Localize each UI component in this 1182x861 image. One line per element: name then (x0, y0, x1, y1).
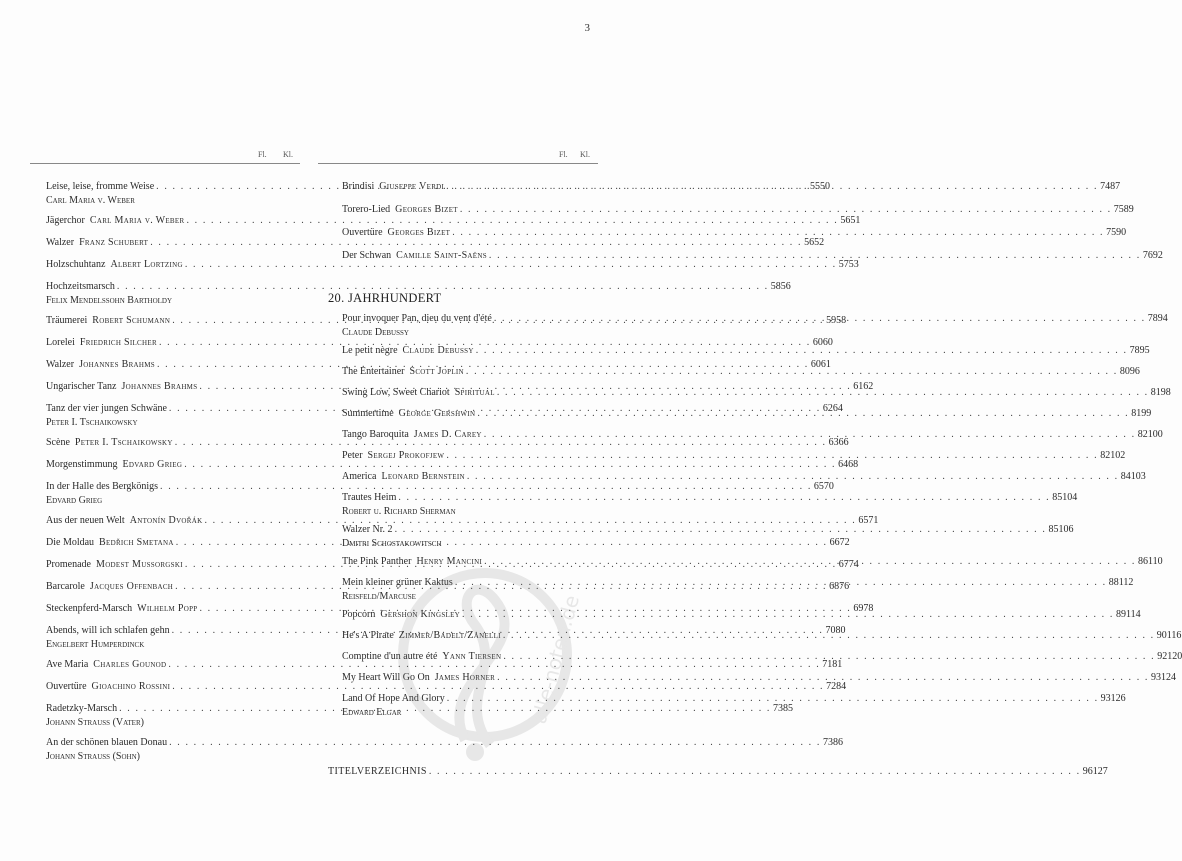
fl-page: 75 (1106, 227, 1117, 238)
leader-dots (117, 280, 769, 294)
watermark-logo (395, 530, 584, 780)
kl-page: 50 (820, 181, 831, 192)
entry-composer: Claude Debussy (402, 345, 474, 356)
fl-page: 58 (770, 281, 781, 292)
entry-composer: Camille Saint-Saëns (396, 250, 487, 261)
fl-page: 85 (1052, 492, 1063, 503)
kl-page: 99 (1141, 408, 1152, 419)
entry-composer: Reisfeld/Marcuse (342, 591, 416, 602)
entry-composer: Wilhelm Popp (137, 603, 198, 614)
kl-page: 68 (848, 459, 859, 470)
entry-title: America (342, 471, 377, 482)
entry-composer: Spiritual (454, 387, 495, 398)
entry-title: Swing Low, Sweet Chariot (342, 387, 450, 398)
entry-title: Walzer Nr. 2 (342, 524, 393, 535)
fl-header: Fl. (559, 150, 568, 159)
fl-page: 81 (1150, 387, 1161, 398)
kl-page: 100 (1147, 429, 1163, 440)
entry-title: Mein kleiner grüner Kaktus (342, 577, 453, 588)
fl-page: 55 (810, 181, 821, 192)
fl-page: 64 (838, 459, 849, 470)
fl-page: 56 (840, 215, 851, 226)
kl-page: 80 (835, 625, 846, 636)
fl-page: 74 (1100, 181, 1111, 192)
entry-composer: Carl Maria v. Weber (89, 215, 185, 226)
fl-page: 70 (825, 625, 836, 636)
entry-composer: Charles Gounod (93, 659, 167, 670)
entry-composer: Edvard Grieg (46, 495, 103, 506)
entry-title: Summertime (342, 408, 394, 419)
entry-title: Ungarischer Tanz (46, 381, 117, 392)
kl-page: 76 (839, 581, 850, 592)
fl-page: 84 (1120, 471, 1131, 482)
entry-composer: Peter I. Tschaikowsky (46, 417, 138, 428)
leader-dots (446, 449, 1098, 463)
fl-page: 81 (1131, 408, 1142, 419)
fl-page: 92 (1157, 651, 1168, 662)
leader-dots (503, 629, 1155, 643)
entry-title: Lorelei (46, 337, 75, 348)
kl-page: 71 (868, 515, 879, 526)
kl-page: 86 (832, 737, 843, 748)
fl-page: 62 (822, 403, 833, 414)
entry-composer: Johann Strauss (Vater) (46, 717, 144, 728)
kl-page: 114 (1125, 609, 1141, 620)
fl-page: 60 (812, 337, 823, 348)
entry-title: Aus der neuen Welt (46, 515, 125, 526)
kl-header: Kl. (580, 150, 590, 159)
fl-page: 69 (853, 603, 864, 614)
entry-composer: Leonard Bernstein (381, 471, 465, 482)
fl-page: 59 (826, 315, 837, 326)
entry-title: Steckenpferd-Marsch (46, 603, 133, 614)
toc-entry[interactable] (46, 736, 843, 770)
leader-dots (484, 555, 1136, 569)
fl-page: 65 (858, 515, 869, 526)
entry-composer: James Horner (434, 672, 496, 683)
fl-page: 82 (1137, 429, 1148, 440)
kl-page: 120 (1167, 651, 1182, 662)
kl-page: 84 (836, 681, 847, 692)
kl-page: 87 (1110, 181, 1121, 192)
kl-page: 62 (863, 381, 874, 392)
kl-page: 56 (780, 281, 791, 292)
kl-page: 90 (1116, 227, 1127, 238)
entry-composer: Robert u. Richard Sherman (342, 506, 456, 517)
leader-dots (494, 312, 1146, 326)
fl-page: 96 (1082, 766, 1093, 777)
leader-dots (467, 470, 1119, 484)
kl-page: 102 (1110, 450, 1126, 461)
entry-title: Jägerchor (46, 215, 85, 226)
entry-composer: Zimmer/Badelt/Zanelli (398, 630, 501, 641)
kl-page: 66 (838, 437, 849, 448)
entry-composer: Engelbert Humperdinck (46, 639, 145, 650)
kl-page: 127 (1092, 766, 1108, 777)
entry-title: Le petit nègre (342, 345, 398, 356)
entry-composer: Antonín Dvořák (129, 515, 203, 526)
section-title: 20. JAHRHUNDERT (328, 291, 442, 305)
kl-page: 98 (1160, 387, 1171, 398)
entry-title: Träumerei (46, 315, 88, 326)
entry-title: Barcarole (46, 581, 85, 592)
fl-page: 67 (838, 559, 849, 570)
entry-composer: Dmitri Schostakowitsch (342, 538, 442, 549)
fl-page: 57 (838, 259, 849, 270)
entry-title: Promenade (46, 559, 91, 570)
entry-composer: Peter I. Tschaikowsky (74, 437, 173, 448)
fl-page: 75 (1113, 204, 1124, 215)
leader-dots (476, 344, 1128, 358)
entry-composer: Yann Tiersen (442, 651, 502, 662)
entry-title: Scène (46, 437, 70, 448)
fl-page: 90 (1156, 630, 1167, 641)
entry-title: Die Moldau (46, 537, 95, 548)
entry-composer: Robert Schumann (92, 315, 171, 326)
entry-title: Walzer (46, 359, 75, 370)
entry-composer: Johannes Brahms (79, 359, 155, 370)
entry-title: Ave Maria (46, 659, 89, 670)
kl-page: 104 (1062, 492, 1078, 503)
entry-title: He's A Pirate (342, 630, 394, 641)
fl-page: 88 (1108, 577, 1119, 588)
fl-page: 76 (1142, 250, 1153, 261)
kl-page: 116 (1166, 630, 1182, 641)
entry-composer: Edward Elgar (342, 707, 402, 718)
fl-page: 86 (1138, 556, 1149, 567)
leader-dots (460, 203, 1112, 217)
fl-page: 93 (1100, 693, 1111, 704)
entry-title: Tanz der vier jungen Schwäne (46, 403, 167, 414)
entry-title: Popcorn (342, 609, 376, 620)
fl-page: 60 (810, 359, 821, 370)
entry-title: An der schönen blauen Donau (46, 737, 168, 748)
leader-dots (497, 386, 1149, 400)
entry-composer: Claude Debussy (342, 327, 409, 338)
fl-page: 71 (822, 659, 833, 670)
kl-page: 52 (814, 237, 825, 248)
entry-title: Ouvertüre (342, 227, 383, 238)
kl-page: 96 (1129, 366, 1140, 377)
entry-title: Radetzky-Marsch (46, 703, 118, 714)
entry-composer: Edvard Grieg (122, 459, 183, 470)
entry-composer: Gershon Kingsley (380, 609, 461, 620)
toc-entry[interactable] (46, 258, 859, 280)
entry-composer: Giuseppe Verdi (379, 181, 445, 192)
kl-page: 64 (832, 403, 843, 414)
page-number: 3 (584, 22, 590, 34)
entry-title: Abends, will ich schlafen gehn (46, 625, 170, 636)
column-header (318, 150, 598, 164)
leader-dots (446, 180, 1098, 194)
leader-dots (452, 226, 1104, 240)
fl-page: 82 (1100, 450, 1111, 461)
entry-title: Ouvertüre (46, 681, 87, 692)
fl-page: 80 (1119, 366, 1130, 377)
kl-page: 78 (863, 603, 874, 614)
entry-composer: Franz Schubert (79, 237, 149, 248)
kl-page: 92 (1152, 250, 1163, 261)
entry-composer: Georges Bizet (387, 227, 451, 238)
fl-page: 61 (853, 381, 864, 392)
kl-page: 60 (822, 337, 833, 348)
entry-composer: Albert Lortzing (110, 259, 183, 270)
leader-dots (484, 428, 1136, 442)
leader-dots (477, 407, 1129, 421)
kl-page: 61 (820, 359, 831, 370)
fl-header: Fl. (258, 150, 267, 159)
entry-composer: Henry Mancini (416, 556, 483, 567)
kl-page: 103 (1130, 471, 1146, 482)
fl-page: 78 (1129, 345, 1140, 356)
leader-dots (398, 491, 1050, 505)
entry-title: The Pink Panther (342, 556, 412, 567)
kl-page: 72 (839, 537, 850, 548)
entry-composer: Johann Strauss (Sohn) (46, 751, 140, 762)
leader-dots (489, 249, 1141, 263)
entry-composer: Sergej Prokofjew (367, 450, 445, 461)
fl-page: 89 (1115, 609, 1126, 620)
leader-dots (466, 365, 1118, 379)
entry-title: Hochzeitsmarsch (46, 281, 115, 292)
kl-page: 53 (848, 259, 859, 270)
entry-title: Peter (342, 450, 363, 461)
toc-entry[interactable] (342, 365, 1140, 386)
kl-page: 124 (1161, 672, 1177, 683)
entry-title: Walzer (46, 237, 75, 248)
entry-composer: Modest Mussorgski (96, 559, 183, 570)
kl-page: 81 (832, 659, 843, 670)
entry-composer: Jacques Offenbach (89, 581, 174, 592)
index-title: TITELVERZEICHNIS (328, 766, 427, 777)
entry-composer: James D. Carey (413, 429, 482, 440)
entry-title: In der Halle des Bergkönigs (46, 481, 159, 492)
column-header (30, 150, 300, 164)
fl-page: 78 (1147, 313, 1158, 324)
entry-composer: George Gershwin (398, 408, 476, 419)
entry-composer: Johannes Brahms (121, 381, 198, 392)
kl-page: 112 (1118, 577, 1134, 588)
entry-composer: Bedřich Smetana (99, 537, 174, 548)
kl-page: 95 (1139, 345, 1150, 356)
entry-title: Leise, leise, fromme Weise (46, 181, 155, 192)
entry-title: Holzschuhtanz (46, 259, 106, 270)
kl-header: Kl. (283, 150, 293, 159)
entry-title: Land Of Hope And Glory (342, 693, 445, 704)
leader-dots (503, 650, 1155, 664)
entry-title: Tango Baroquita (342, 429, 409, 440)
fl-page: 72 (826, 681, 837, 692)
fl-page: 85 (1048, 524, 1059, 535)
entry-composer: Carl Maria v. Weber (46, 195, 135, 206)
entry-title: Torero-Lied (342, 204, 391, 215)
kl-page: 106 (1058, 524, 1074, 535)
fl-page: 66 (829, 537, 840, 548)
kl-page: 51 (850, 215, 861, 226)
entry-title: My Heart Will Go On (342, 672, 430, 683)
kl-page: 110 (1148, 556, 1163, 567)
entry-title: Der Schwan (342, 250, 392, 261)
fl-page: 65 (813, 481, 824, 492)
entry-title: Trautes Heim (342, 492, 397, 503)
entry-composer: Scott Joplin (409, 366, 464, 377)
kl-page: 70 (823, 481, 834, 492)
kl-page: 74 (848, 559, 859, 570)
entry-composer: Felix Mendelssohn Bartholdy (46, 295, 173, 306)
entry-title: Brindisi (342, 181, 375, 192)
entry-title: Comptine d'un autre été (342, 651, 438, 662)
fl-page: 56 (804, 237, 815, 248)
entry-title: The Entertainer (342, 366, 405, 377)
fl-page: 63 (828, 437, 839, 448)
fl-page: 73 (773, 703, 783, 714)
fl-page: 93 (1151, 672, 1162, 683)
kl-page: 89 (1123, 204, 1134, 215)
kl-page: 58 (836, 315, 847, 326)
entry-composer: Friedrich Silcher (79, 337, 157, 348)
kl-page: 126 (1110, 693, 1126, 704)
entry-title: Morgenstimmung (46, 459, 118, 470)
kl-page: 94 (1157, 313, 1168, 324)
fl-page: 68 (829, 581, 840, 592)
entry-composer: Georges Bizet (395, 204, 458, 215)
leader-dots (497, 671, 1149, 685)
watermark-text: alle-noten.de (526, 592, 584, 727)
entry-title: Pour invoquer Pan, dieu du vent d'été (342, 313, 492, 324)
entry-composer: Gioachino Rossini (91, 681, 171, 692)
fl-page: 73 (822, 737, 833, 748)
kl-page: 85 (783, 703, 793, 714)
